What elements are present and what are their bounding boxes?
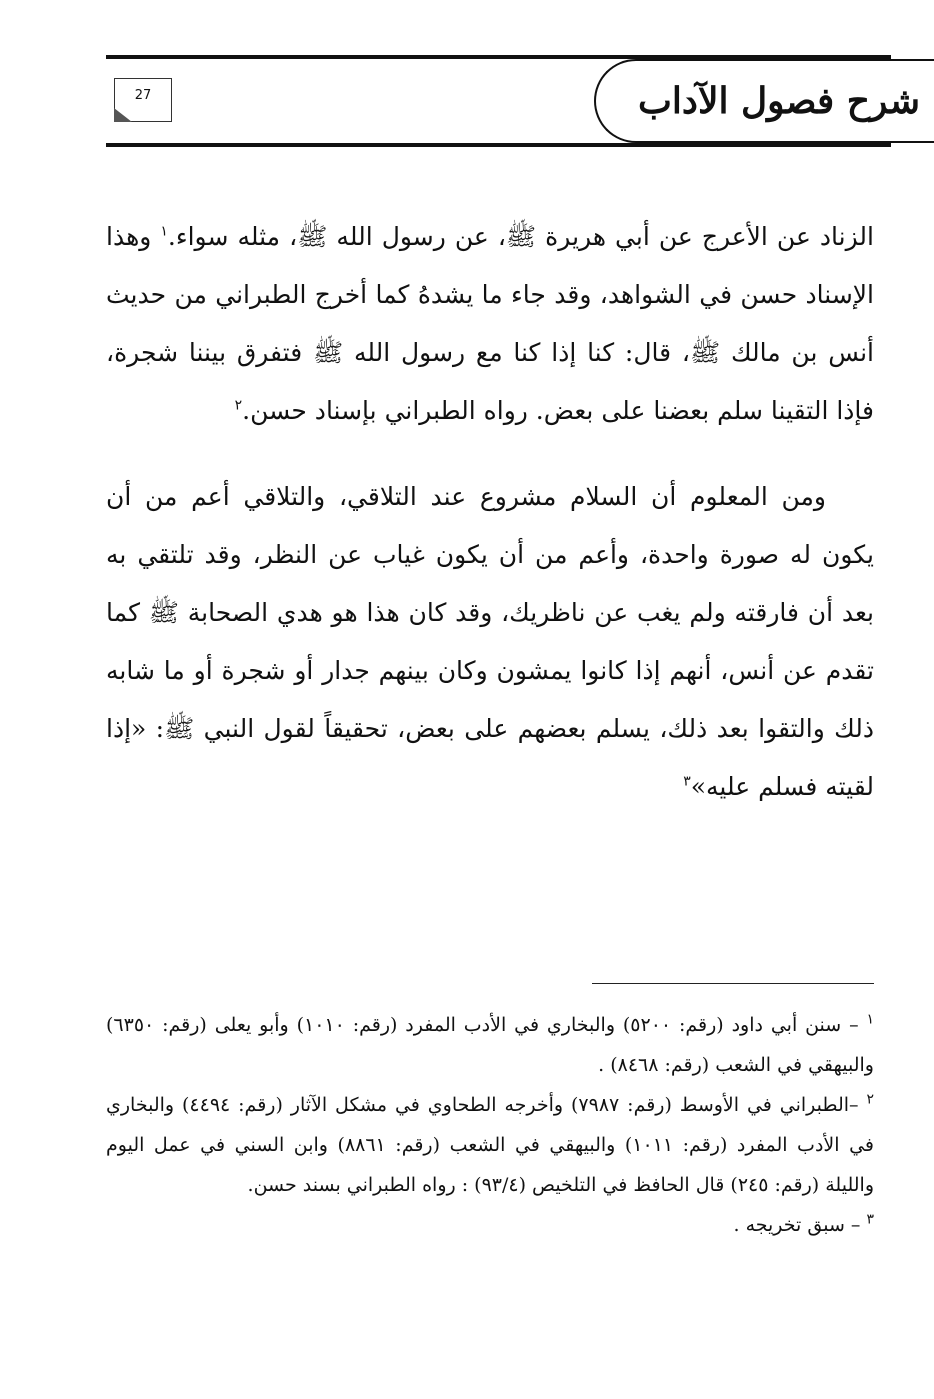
footnote-ref-2: ٢ xyxy=(234,397,243,414)
footnote-1-marker: ١ xyxy=(866,1011,874,1028)
footnote-ref-1: ١ xyxy=(160,223,168,240)
main-text xyxy=(106,208,874,816)
footnote-3-text: – سبق تخريجه . xyxy=(733,1214,867,1236)
paragraph-1 xyxy=(106,208,874,440)
footnotes xyxy=(106,1005,874,1245)
footnote-3-marker: ٣ xyxy=(866,1211,874,1228)
footnote-separator xyxy=(592,983,874,984)
footnote-ref-3: ٣ xyxy=(683,773,691,790)
page-curl-icon xyxy=(114,108,132,122)
footnote-2 xyxy=(106,1085,874,1205)
footnote-1 xyxy=(106,1005,874,1085)
header-bottom-rule xyxy=(106,143,891,147)
paragraph-2-text: ومن المعلوم أن السلام مشروع عند التلاقي، والتلاقي أعم من أن يكون له صورة واحدة، وأعم من أن يكون غياب عن النظر، وقد تلتقي به بعد أن فارقته ولم يغب عن ناظريك، وقد كان هذا هو هدي الصحابة ﷺ كما تقدم عن أنس، أنهم إذا كانوا يمشون وكان بينهم جدار أو شجرة أو ما شابه ذلك والتقوا بعد ذلك، يسلم بعضهم على بعض، تحقيقاً لقول النبي ﷺ: «إذا لقيته فسلم عليه» xyxy=(106,482,874,801)
book-title: شرح فصول الآداب xyxy=(638,80,920,122)
footnote-1-text: – سنن أبي داود (رقم: ٥٢٠٠) والبخاري في الأدب المفرد (رقم: ١٠١٠) وأبو يعلى (رقم: ٦٣٥٠) والبيهقي في الشعب (رقم: ٨٤٦٨) . xyxy=(106,1014,874,1076)
paragraph-1b-text: وهذا الإسناد حسن في الشواهد، وقد جاء ما يشدهُ كما أخرج الطبراني من حديث أنس بن مالك ﷺ، قال: كنا إذا كنا مع رسول الله ﷺ فتفرق بيننا شجرة، فإذا التقينا سلم بعضنا على بعض. رواه الطبراني بإسناد حسن. xyxy=(106,222,874,425)
paragraph-1-text: الزناد عن الأعرج عن أبي هريرة ﷺ، عن رسول الله ﷺ، مثله سواء. xyxy=(167,222,874,251)
footnote-2-text: –الطبراني في الأوسط (رقم: ٧٩٨٧) وأخرجه الطحاوي في مشكل الآثار (رقم: ٤٤٩٤) والبخاري في الأدب المفرد (رقم: ١٠١١) والبيهقي في الشعب (رقم: ٨٨٦١) وابن السني في عمل اليوم والليلة (رقم: ٢٤٥) قال الحافظ في التلخيص (٩٣/٤) : رواه الطبراني بسند حسن. xyxy=(106,1094,874,1196)
page-number-box xyxy=(114,78,172,122)
title-banner xyxy=(594,59,934,143)
page-number: 27 xyxy=(134,88,152,103)
footnote-2-marker: ٢ xyxy=(866,1091,874,1108)
footnote-3 xyxy=(106,1205,874,1245)
paragraph-2 xyxy=(106,468,874,816)
